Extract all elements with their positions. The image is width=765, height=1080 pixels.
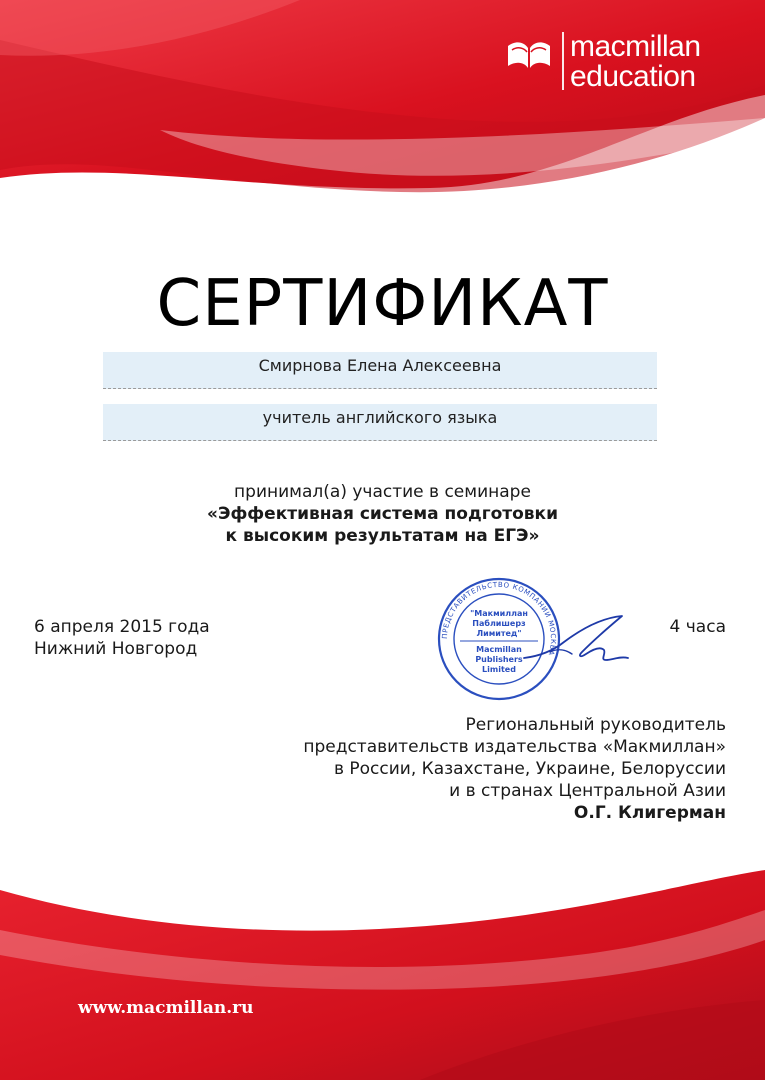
bottom-red-wave-decoration (0, 860, 765, 1080)
stamp-line: "Макмиллан (470, 609, 528, 618)
stamp-line: Publishers (475, 655, 523, 664)
signer-role-line1: Региональный руководитель (465, 715, 726, 735)
participation-text: принимал(а) участие в семинаре (234, 482, 531, 502)
certificate-title: СЕРТИФИКАТ (156, 267, 609, 341)
seminar-title-line2: к высоким результатам на ЕГЭ» (225, 526, 540, 546)
handwritten-signature (520, 612, 635, 674)
event-hours: 4 часа (669, 617, 726, 637)
event-city: Нижний Новгород (34, 639, 198, 659)
footer-website-link[interactable]: www.macmillan.ru (78, 998, 254, 1018)
signer-role-line3: в России, Казахстане, Украине, Белоруссии (333, 759, 726, 779)
seminar-title-line1: «Эффективная система подготовки (206, 504, 559, 524)
macmillan-education-logo (506, 28, 736, 98)
signer-role-line4: и в странах Центральной Азии (449, 781, 726, 801)
logo-text-education: education (570, 60, 696, 93)
open-book-icon (506, 36, 552, 72)
stamp-line: Паблишерз (472, 619, 526, 628)
stamp-line: Macmillan (476, 645, 522, 654)
logo-divider (562, 32, 564, 90)
event-date: 6 апреля 2015 года (34, 617, 210, 637)
signer-name: О.Г. Клигерман (573, 803, 726, 823)
logo-text-macmillan: macmillan (570, 30, 701, 63)
recipient-position-field: учитель английского языка (103, 404, 657, 441)
stamp-line: Limited (482, 665, 516, 674)
recipient-name-field: Смирнова Елена Алексеевна (103, 352, 657, 389)
stamp-ring-text: ПРЕДСТАВИТЕЛЬСТВО КОМПАНИИ МОСКВА (440, 580, 558, 657)
signer-role-line2: представительств издательства «Макмиллан» (303, 737, 726, 757)
stamp-line: Лимитед" (476, 629, 522, 638)
